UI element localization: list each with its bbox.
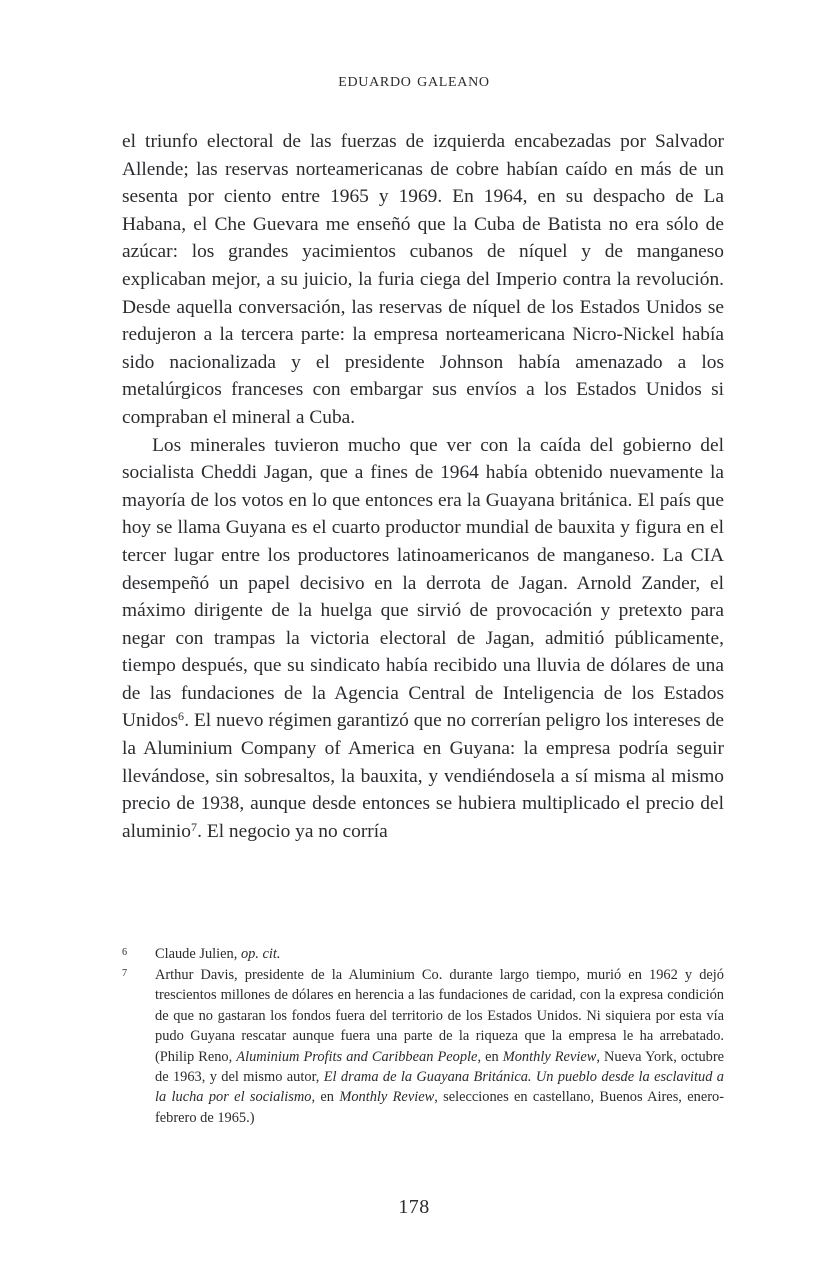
- footnote-reference-7[interactable]: 7: [190, 819, 198, 834]
- italic-run: op. cit.: [240, 946, 281, 962]
- roman-run: , selecciones en castellano, Buenos Aires, enero-febrero de 1965.): [155, 1089, 724, 1126]
- footnote-reference-6[interactable]: 6: [178, 709, 185, 724]
- roman-run: , en: [477, 1048, 503, 1065]
- italic-run: El drama de la Guayana Británica. Un pueblo desde la esclavitud a la lucha por el socialismo: [155, 1068, 724, 1106]
- paragraph-text-segment: Los minerales tuvieron mucho que ver con la caída del gobierno del socialista Cheddi Jagan, que a fines de 1964 había obtenido nuevamente la mayoría de los votos en lo que entonces era la Guayana británica. El país que hoy se llama Guyana es el cuarto productor mundial de bauxita y figura en el tercer lugar entre los productores latinoamericanos de manganeso. La CIA desempeñó un papel decisivo en la derrota de Jagan. Arnold Zander, el máximo dirigente de la huelga que sirvió de provocación y pretexto para negar con trampas la victoria electoral de Jagan, admitió públicamente, tiempo después, que su sindicato había recibido una lluvia de dólares de una de las fundaciones de la Agencia Central de Inteligencia de los Estados Unidos: [122, 434, 724, 732]
- footnote-text: [155, 946, 281, 962]
- roman-run: , en: [311, 1089, 340, 1106]
- body-paragraph: el triunfo electoral de las fuerzas de izquierda encabezadas por Salvador Allende; las reservas norteamericanas de cobre habían caído en más de un sesenta por ciento entre 1965 y 1969. En 1964, en su despacho de La Habana, el Che Guevara me enseñó que la Cuba de Batista no era sólo de azúcar: los grandes yacimientos cubanos de níquel y de manganeso explicaban mejor, a su juicio, la furia ciega del Imperio contra la revolución. Desde aquella conversación, las reservas de níquel de los Estados Unidos se redujeron a la tercera parte: la empresa norteamericana Nicro-Nickel había sido nacionalizada y el presidente Johnson había amenazado a los metalúrgicos franceses con embargar sus envíos a los Estados Unidos si compraban el mineral a Cuba.: [122, 131, 724, 428]
- paragraph-text-segment: . El negocio ya no corría: [197, 820, 388, 842]
- footnote-item: [122, 944, 724, 964]
- footnotes-block: [122, 944, 724, 1129]
- page-number: 178: [398, 1196, 430, 1218]
- footnote-marker: 7: [122, 967, 128, 979]
- roman-run: , Nueva York, octubre de 1963, y del mismo autor,: [155, 1048, 725, 1085]
- footnote-marker: 6: [122, 947, 128, 958]
- roman-run: Claude Julien,: [155, 946, 241, 962]
- roman-run: Arthur Davis, presidente de la Aluminium Co. durante largo tiempo, murió en 1962 y dejó trescientos millones de dólares en herencia a las fundaciones de caridad, con la expresa condición de que no gastaran los fondos fuera del territorio de los Estados Unidos. Ni siquiera por esta vía pudo Guyana rescatar aunque fuera una parte de la riqueza que la empresa le ha arrebatado. (Philip Reno,: [155, 966, 724, 1065]
- body-text-block: [122, 128, 724, 845]
- footnote-text: [155, 967, 724, 1126]
- running-head: eduardo galeano: [338, 70, 490, 91]
- paragraph-text-segment: . El nuevo régimen garantizó que no correrían peligro los intereses de la Aluminium Company of America en Guyana: la empresa podría seguir llevándose, sin sobresaltos, la bauxita, y vendiéndosela a sí misma al mismo precio de 1938, aunque desde entonces se hubiera multiplicado el precio del aluminio: [122, 710, 724, 842]
- footnote-item: [122, 965, 724, 1128]
- italic-run: Monthly Review: [339, 1089, 435, 1106]
- italic-run: Monthly Review: [502, 1048, 597, 1065]
- italic-run: Aluminium Profits and Caribbean People: [236, 1048, 478, 1065]
- body-paragraph: [122, 432, 724, 846]
